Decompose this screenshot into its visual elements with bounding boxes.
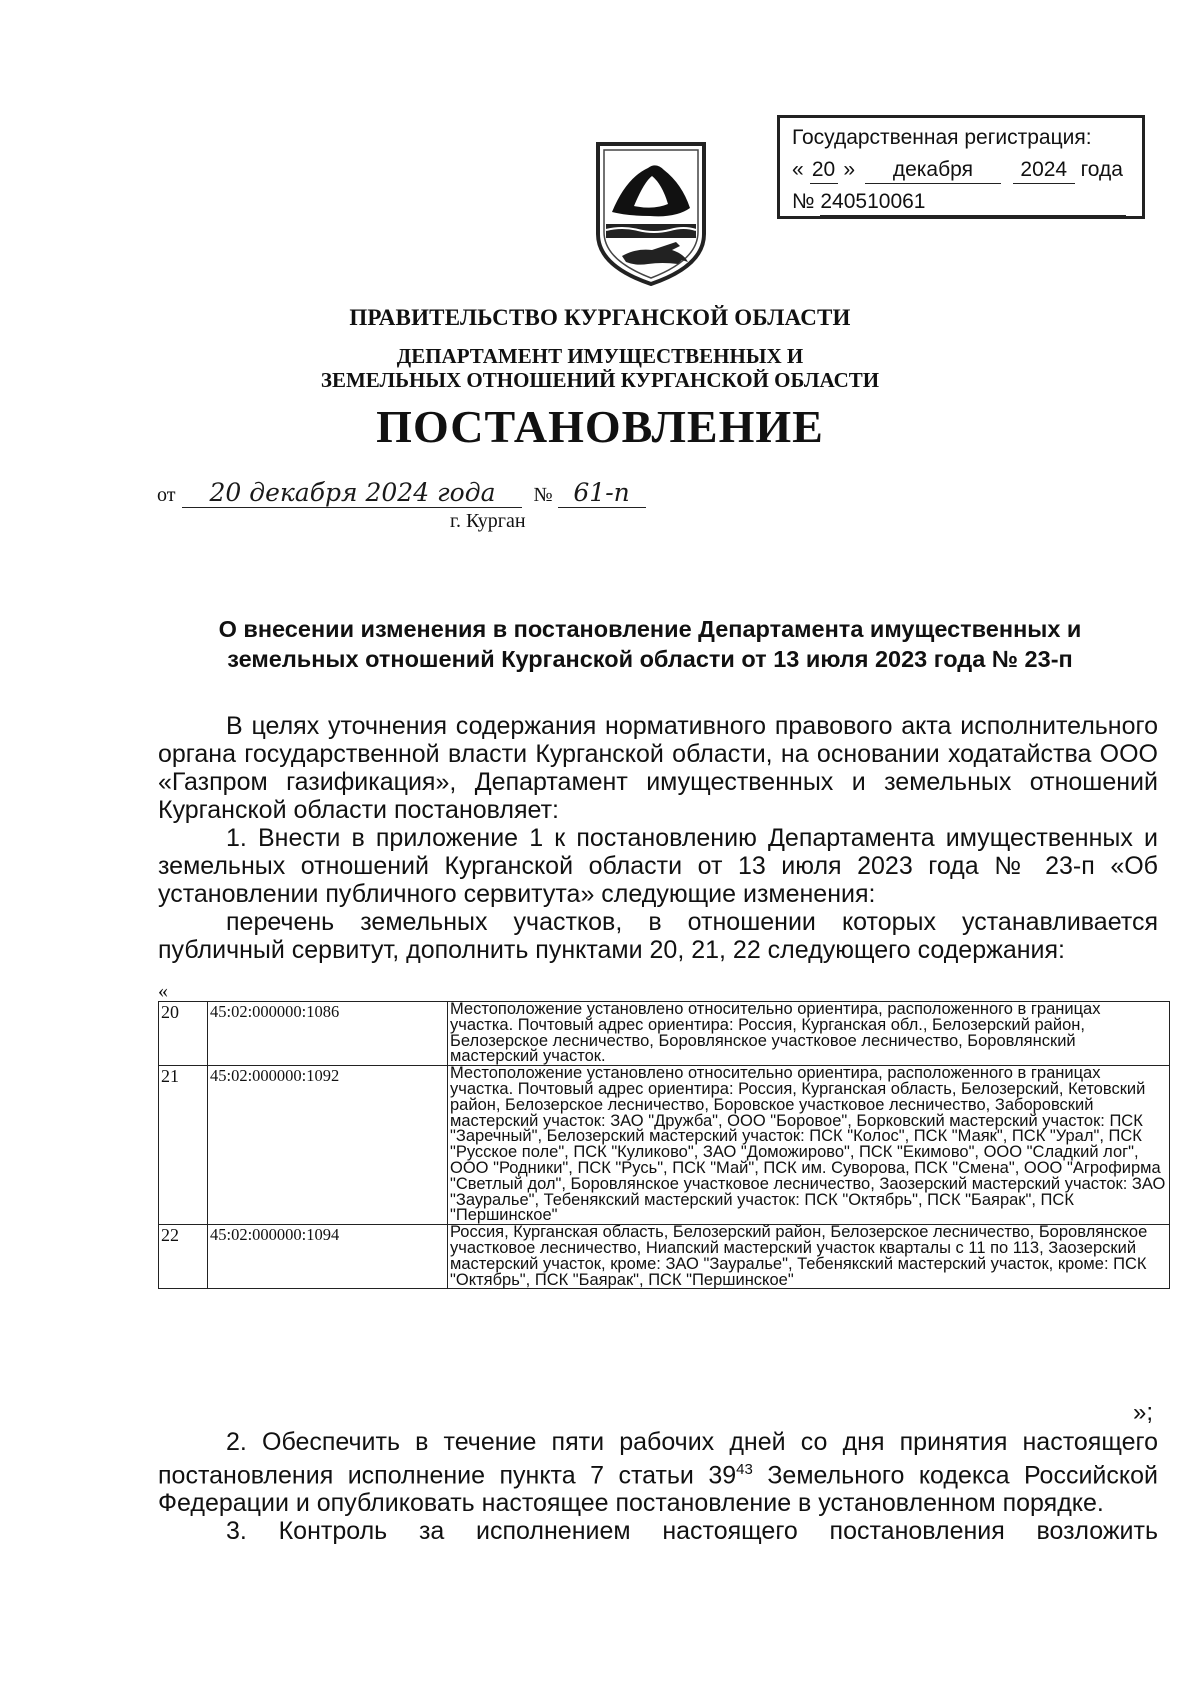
government-name: ПРАВИТЕЛЬСТВО КУРГАНСКОЙ ОБЛАСТИ <box>349 305 851 330</box>
item-1-detail-paragraph: перечень земельных участков, в отношении которых устанавливается публичный сервитут, дополнить пунктами 20, 21, 22 следующего содержания: <box>158 908 1158 964</box>
registration-year-suffix: 24 <box>1043 158 1068 181</box>
item-2-text-part-2: Земельного кодекса Российской Федерации и опубликовать настоящее постановление в установленном порядке. <box>158 1461 1158 1518</box>
registration-year-prefix: 20 <box>1020 158 1044 181</box>
cadastral-number: 45:02:000000:1094 <box>208 1225 448 1289</box>
parcels-table <box>158 1001 1170 1289</box>
registration-number-row <box>792 186 1132 218</box>
registration-year-word: года <box>1080 158 1123 181</box>
parcel-number: 22 <box>159 1225 208 1289</box>
parcel-location: Местоположение установлено относительно ориентира, расположенного в границах участка. Почтовый адрес ориентира: Россия, Курганская обл., Белозерский район, Белозерское лесничество, Боровлянское участковое лесничество, Боровлянский мастерский участок. <box>448 1002 1170 1066</box>
parcel-location: Местоположение установлено относительно ориентира, расположенного в границах участка. Почтовый адрес ориентира: Россия, Курганская область, Белозерский, Кетовский район, Белозерское лесничество, Боровское участковое лесничество, Заборовский мастерский участок: ЗАО "Дружба", ООО "Боровое", Борковский мастерский участок: ПСК "Заречный", Белозерский мастерский участок: ПСК "Колос", ПСК "Маяк", ПСК "Урал", ПСК "Русское поле", ПСК "Куликово", ЗАО "Доможирово", ПСК "Екимово", ООО "Сладкий лог", ООО "Родники", ПСК "Русь", ПСК "Май", ПСК им. Суворова, ПСК "Смена", ООО "Агрофирма "Светлый дол", Боровлянское участковое лесничество, Заозерский мастерский участок: ЗАО "Зауралье", Тебенякский мастерский участок: ПСК "Октябрь", ПСК "Баярак", ПСК "Першинское" <box>448 1066 1170 1225</box>
cadastral-number: 45:02:000000:1092 <box>208 1066 448 1225</box>
date-line <box>157 478 857 538</box>
coat-of-arms-emblem <box>592 138 710 286</box>
date-from-label: от <box>157 484 176 506</box>
date-field <box>182 478 522 508</box>
parcel-location: Россия, Курганская область, Белозерский район, Белозерское лесничество, Боровлянское участковое лесничество, Ниапский мастерский участок кварталы с 11 по 113, Заозерский мастерский участок, кроме: ЗАО "Зауралье", Тебенякский мастерский участок, кроме: ПСК "Октябрь", ПСК "Баярак", ПСК "Першинское" <box>448 1225 1170 1289</box>
registration-stamp <box>777 115 1145 219</box>
subject-line-2: земельных отношений Курганской области от 13 июля 2023 года № 23-п <box>227 646 1073 672</box>
item-1-paragraph: 1. Внести в приложение 1 к постановлению Департамента имущественных и земельных отношений Курганской области от 13 июля 2023 года № 23-п «Об установлении публичного сервитута» следующие изменения: <box>158 824 1158 908</box>
registration-day: 20 <box>810 157 838 184</box>
subject-line-1: О внесении изменения в постановление Департамента имущественных и <box>218 616 1082 642</box>
registration-number-label: № <box>792 190 815 213</box>
department-line-1: ДЕПАРТАМЕНТ ИМУЩЕСТВЕННЫХ И <box>396 344 804 368</box>
registration-date <box>792 154 1132 186</box>
table-row <box>159 1002 1170 1066</box>
registration-year <box>1013 157 1075 184</box>
table-quote-open: « <box>158 980 168 1002</box>
document-type-title: ПОСТАНОВЛЕНИЕ <box>376 401 824 452</box>
registration-title: Государственная регистрация: <box>792 126 1092 149</box>
handwritten-date: 20 декабря 2024 года <box>209 478 496 507</box>
table-row <box>159 1225 1170 1289</box>
item-3-paragraph: 3. Контроль за исполнением настоящего постановления возложить <box>226 1517 1158 1546</box>
registration-quote-close: » <box>843 158 856 181</box>
registration-number: 240510061 <box>820 189 1126 216</box>
table-quote-close: »; <box>1133 1399 1154 1426</box>
order-number-field <box>558 478 646 508</box>
body-upper <box>158 712 1158 964</box>
parcel-number: 21 <box>159 1066 208 1225</box>
body-lower <box>158 1428 1158 1545</box>
item-2-superscript: 43 <box>736 1461 753 1478</box>
document-subject <box>150 614 1150 674</box>
registration-quote-open: « <box>792 158 804 181</box>
item-2-text-part-1: 2. Обеспечить в течение пяти рабочих дней со дня принятия настоящего постановления исполнение пункта 7 статьи 39 <box>158 1428 1158 1490</box>
item-2-paragraph <box>158 1428 1158 1517</box>
city-name: г. Курган <box>450 510 526 532</box>
parcel-number: 20 <box>159 1002 208 1066</box>
handwritten-order-number: 61-п <box>573 478 630 507</box>
department-name <box>0 344 1200 392</box>
registration-month: декабря <box>865 157 1001 184</box>
order-number-label: № <box>533 484 553 506</box>
department-line-2: ЗЕМЕЛЬНЫХ ОТНОШЕНИЙ КУРГАНСКОЙ ОБЛАСТИ <box>320 368 880 392</box>
intro-paragraph: В целях уточнения содержания нормативного правового акта исполнительного органа государственной власти Курганской области, на основании ходатайства ООО «Газпром газификация», Департамент имущественных и земельных отношений Курганской области постановляет: <box>158 712 1158 824</box>
cadastral-number: 45:02:000000:1086 <box>208 1002 448 1066</box>
table-row <box>159 1066 1170 1225</box>
